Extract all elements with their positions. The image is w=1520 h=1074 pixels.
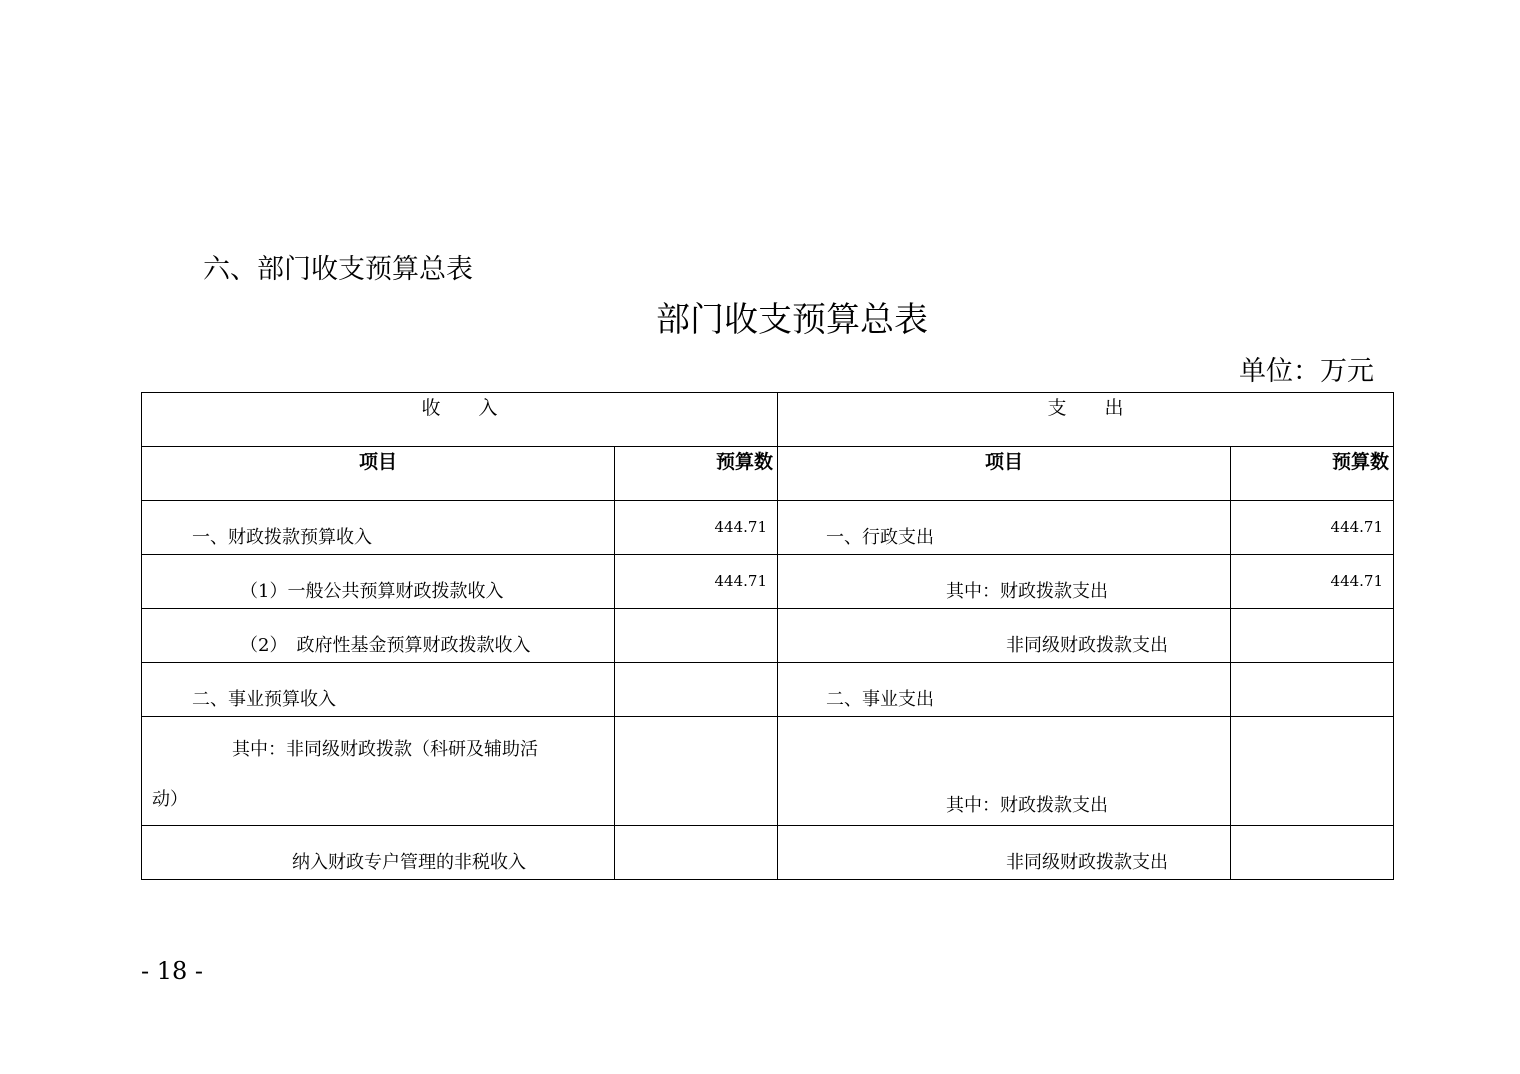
income-item: （1）一般公共预算财政拨款收入 xyxy=(240,581,504,602)
expense-item: 非同级财政拨款支出 xyxy=(1006,635,1169,656)
expense-value xyxy=(1231,717,1393,734)
income-value-cell xyxy=(615,555,778,609)
table-group-header-row xyxy=(142,393,1394,447)
income-group-header: 收 入 xyxy=(142,393,778,447)
expense-group-header: 支 出 xyxy=(778,393,1394,447)
expense-value-cell xyxy=(1231,717,1394,826)
table-row xyxy=(142,826,1394,880)
income-value-cell xyxy=(615,501,778,555)
income-item: 一、财政拨款预算收入 xyxy=(192,527,372,548)
section-heading: 六、部门收支预算总表 xyxy=(203,254,473,285)
table-row xyxy=(142,501,1394,555)
income-value-cell xyxy=(615,717,778,826)
income-value xyxy=(615,663,777,680)
income-value xyxy=(615,826,777,843)
table-row xyxy=(142,663,1394,717)
income-item-line-1: 其中：非同级财政拨款（科研及辅助活 xyxy=(232,739,538,760)
expense-item: 其中：财政拨款支出 xyxy=(946,795,1109,816)
expense-item: 二、事业支出 xyxy=(826,689,935,710)
expense-value: 444.71 xyxy=(1330,572,1384,590)
income-value: 444.71 xyxy=(714,572,768,590)
document-title: 部门收支预算总表 xyxy=(656,300,928,340)
income-value-cell xyxy=(615,663,778,717)
income-item-cell xyxy=(142,717,615,826)
income-item-cell xyxy=(142,555,615,609)
income-value-cell xyxy=(615,609,778,663)
expense-item-cell xyxy=(778,609,1231,663)
income-item-cell xyxy=(142,609,615,663)
income-item-cell xyxy=(142,501,615,555)
page-number: - 18 - xyxy=(141,957,204,985)
expense-value-cell xyxy=(1231,555,1394,609)
income-value xyxy=(615,609,777,626)
income-item: （2） 政府性基金预算财政拨款收入 xyxy=(240,635,531,656)
expense-item: 非同级财政拨款支出 xyxy=(1006,852,1169,873)
table-row xyxy=(142,609,1394,663)
expense-item-cell xyxy=(778,501,1231,555)
expense-item-cell xyxy=(778,826,1231,880)
expense-item: 一、行政支出 xyxy=(826,527,935,548)
expense-value-cell xyxy=(1231,826,1394,880)
table-column-header-row xyxy=(142,447,1394,501)
income-item xyxy=(142,703,614,825)
expense-value xyxy=(1231,826,1393,843)
table-row xyxy=(142,555,1394,609)
income-item: 二、事业预算收入 xyxy=(192,689,336,710)
income-budget-column-header: 预算数 xyxy=(615,447,778,501)
table-row xyxy=(142,717,1394,826)
expense-value-cell xyxy=(1231,663,1394,717)
income-value xyxy=(615,717,777,734)
expense-item-cell xyxy=(778,663,1231,717)
expense-item: 其中：财政拨款支出 xyxy=(946,581,1109,602)
expense-value xyxy=(1231,609,1393,626)
unit-label: 单位：万元 xyxy=(1239,356,1374,387)
expense-budget-column-header: 预算数 xyxy=(1231,447,1394,501)
expense-value-cell xyxy=(1231,501,1394,555)
income-item-line-2: 动） xyxy=(152,789,188,810)
income-item-cell xyxy=(142,826,615,880)
income-item-column-header: 项目 xyxy=(142,447,615,501)
expense-item-cell xyxy=(778,555,1231,609)
income-item: 纳入财政专户管理的非税收入 xyxy=(292,852,526,873)
budget-table xyxy=(141,392,1394,880)
expense-value xyxy=(1231,663,1393,680)
expense-value-cell xyxy=(1231,609,1394,663)
expense-value: 444.71 xyxy=(1330,518,1384,536)
income-value-cell xyxy=(615,826,778,880)
expense-item-cell xyxy=(778,717,1231,826)
expense-item-column-header: 项目 xyxy=(778,447,1231,501)
income-value: 444.71 xyxy=(714,518,768,536)
